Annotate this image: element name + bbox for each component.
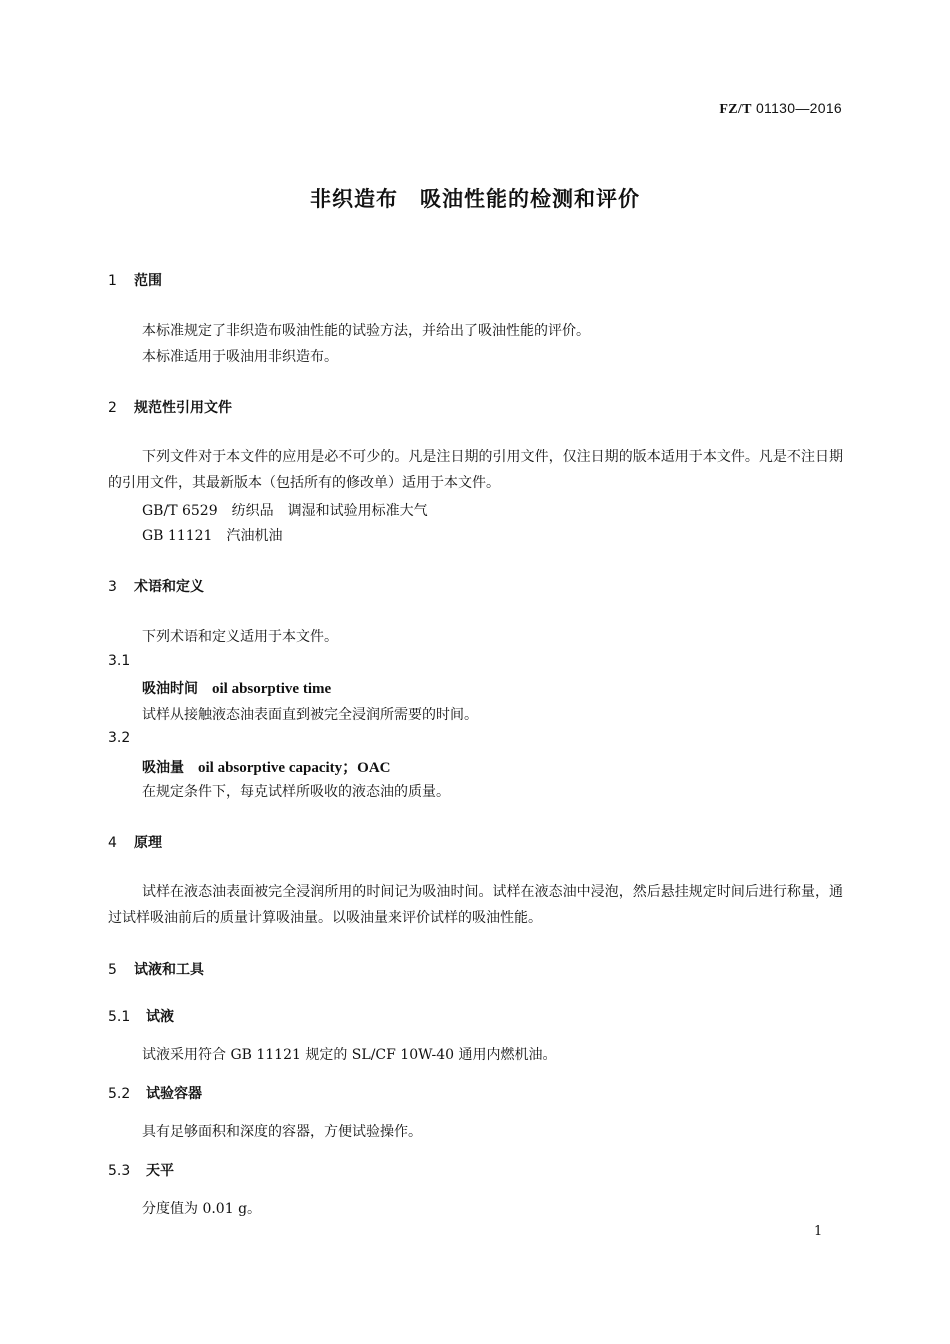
section-2-paragraph: 下列文件对于本文件的应用是必不可少的。凡是注日期的引用文件，仅注日期的版本适用于本文件。凡是不注日期的引用文件，其最新版本（包括所有的修改单）适用于本文件。: [108, 449, 843, 491]
section-3-paragraph: 下列术语和定义适用于本文件。: [142, 629, 338, 645]
section-5-2-heading: 5.2 试验容器: [108, 1086, 202, 1102]
document-title: 非织造布 吸油性能的检测和评价: [310, 187, 640, 211]
section-4-paragraph: 试样在液态油表面被完全浸润所用的时间记为吸油时间。试样在液态油中浸泡，然后悬挂规定时间后进行称量，通过试样吸油前后的质量计算吸油量。以吸油量来评价试样的吸油性能。: [108, 884, 843, 926]
section-5-1-paragraph: 试液采用符合 GB 11121 规定的 SL/CF 10W-40 通用内燃机油。: [142, 1047, 557, 1063]
standard-code: 01130—2016: [755, 100, 842, 116]
page-number: 1: [814, 1224, 823, 1239]
reference-gbt6529: GB/T 6529 纺织品 调湿和试验用标准大气: [142, 503, 428, 519]
term-3-1: 吸油时间 oil absorptive time: [142, 681, 332, 697]
term-3-1-number: 3.1: [108, 653, 131, 669]
section-5-3-heading: 5.3 天平: [108, 1163, 174, 1179]
standard-prefix: FZ/T: [719, 102, 752, 117]
section-3-heading: 3 术语和定义: [108, 579, 204, 595]
section-2-heading: 2 规范性引用文件: [108, 400, 232, 416]
reference-gb11121: GB 11121 汽油机油: [142, 528, 283, 544]
section-5-1-heading: 5.1 试液: [108, 1009, 174, 1025]
section-1-paragraph-2: 本标准适用于吸油用非织造布。: [142, 349, 338, 365]
section-5-3-paragraph: 分度值为 0.01 g。: [142, 1201, 262, 1217]
section-5-heading: 5 试液和工具: [108, 962, 204, 978]
section-1-heading: 1 范围: [108, 273, 162, 289]
term-3-1-definition: 试样从接触液态油表面直到被完全浸润所需要的时间。: [142, 707, 478, 723]
term-3-2: 吸油量 oil absorptive capacity；OAC: [142, 760, 391, 776]
section-4-heading: 4 原理: [108, 835, 162, 851]
standard-number: [719, 100, 842, 118]
section-1-paragraph-1: 本标准规定了非织造布吸油性能的试验方法，并给出了吸油性能的评价。: [142, 323, 590, 339]
term-3-2-definition: 在规定条件下，每克试样所吸收的液态油的质量。: [142, 784, 450, 800]
term-3-2-number: 3.2: [108, 730, 131, 746]
section-5-2-paragraph: 具有足够面积和深度的容器，方便试验操作。: [142, 1124, 422, 1140]
